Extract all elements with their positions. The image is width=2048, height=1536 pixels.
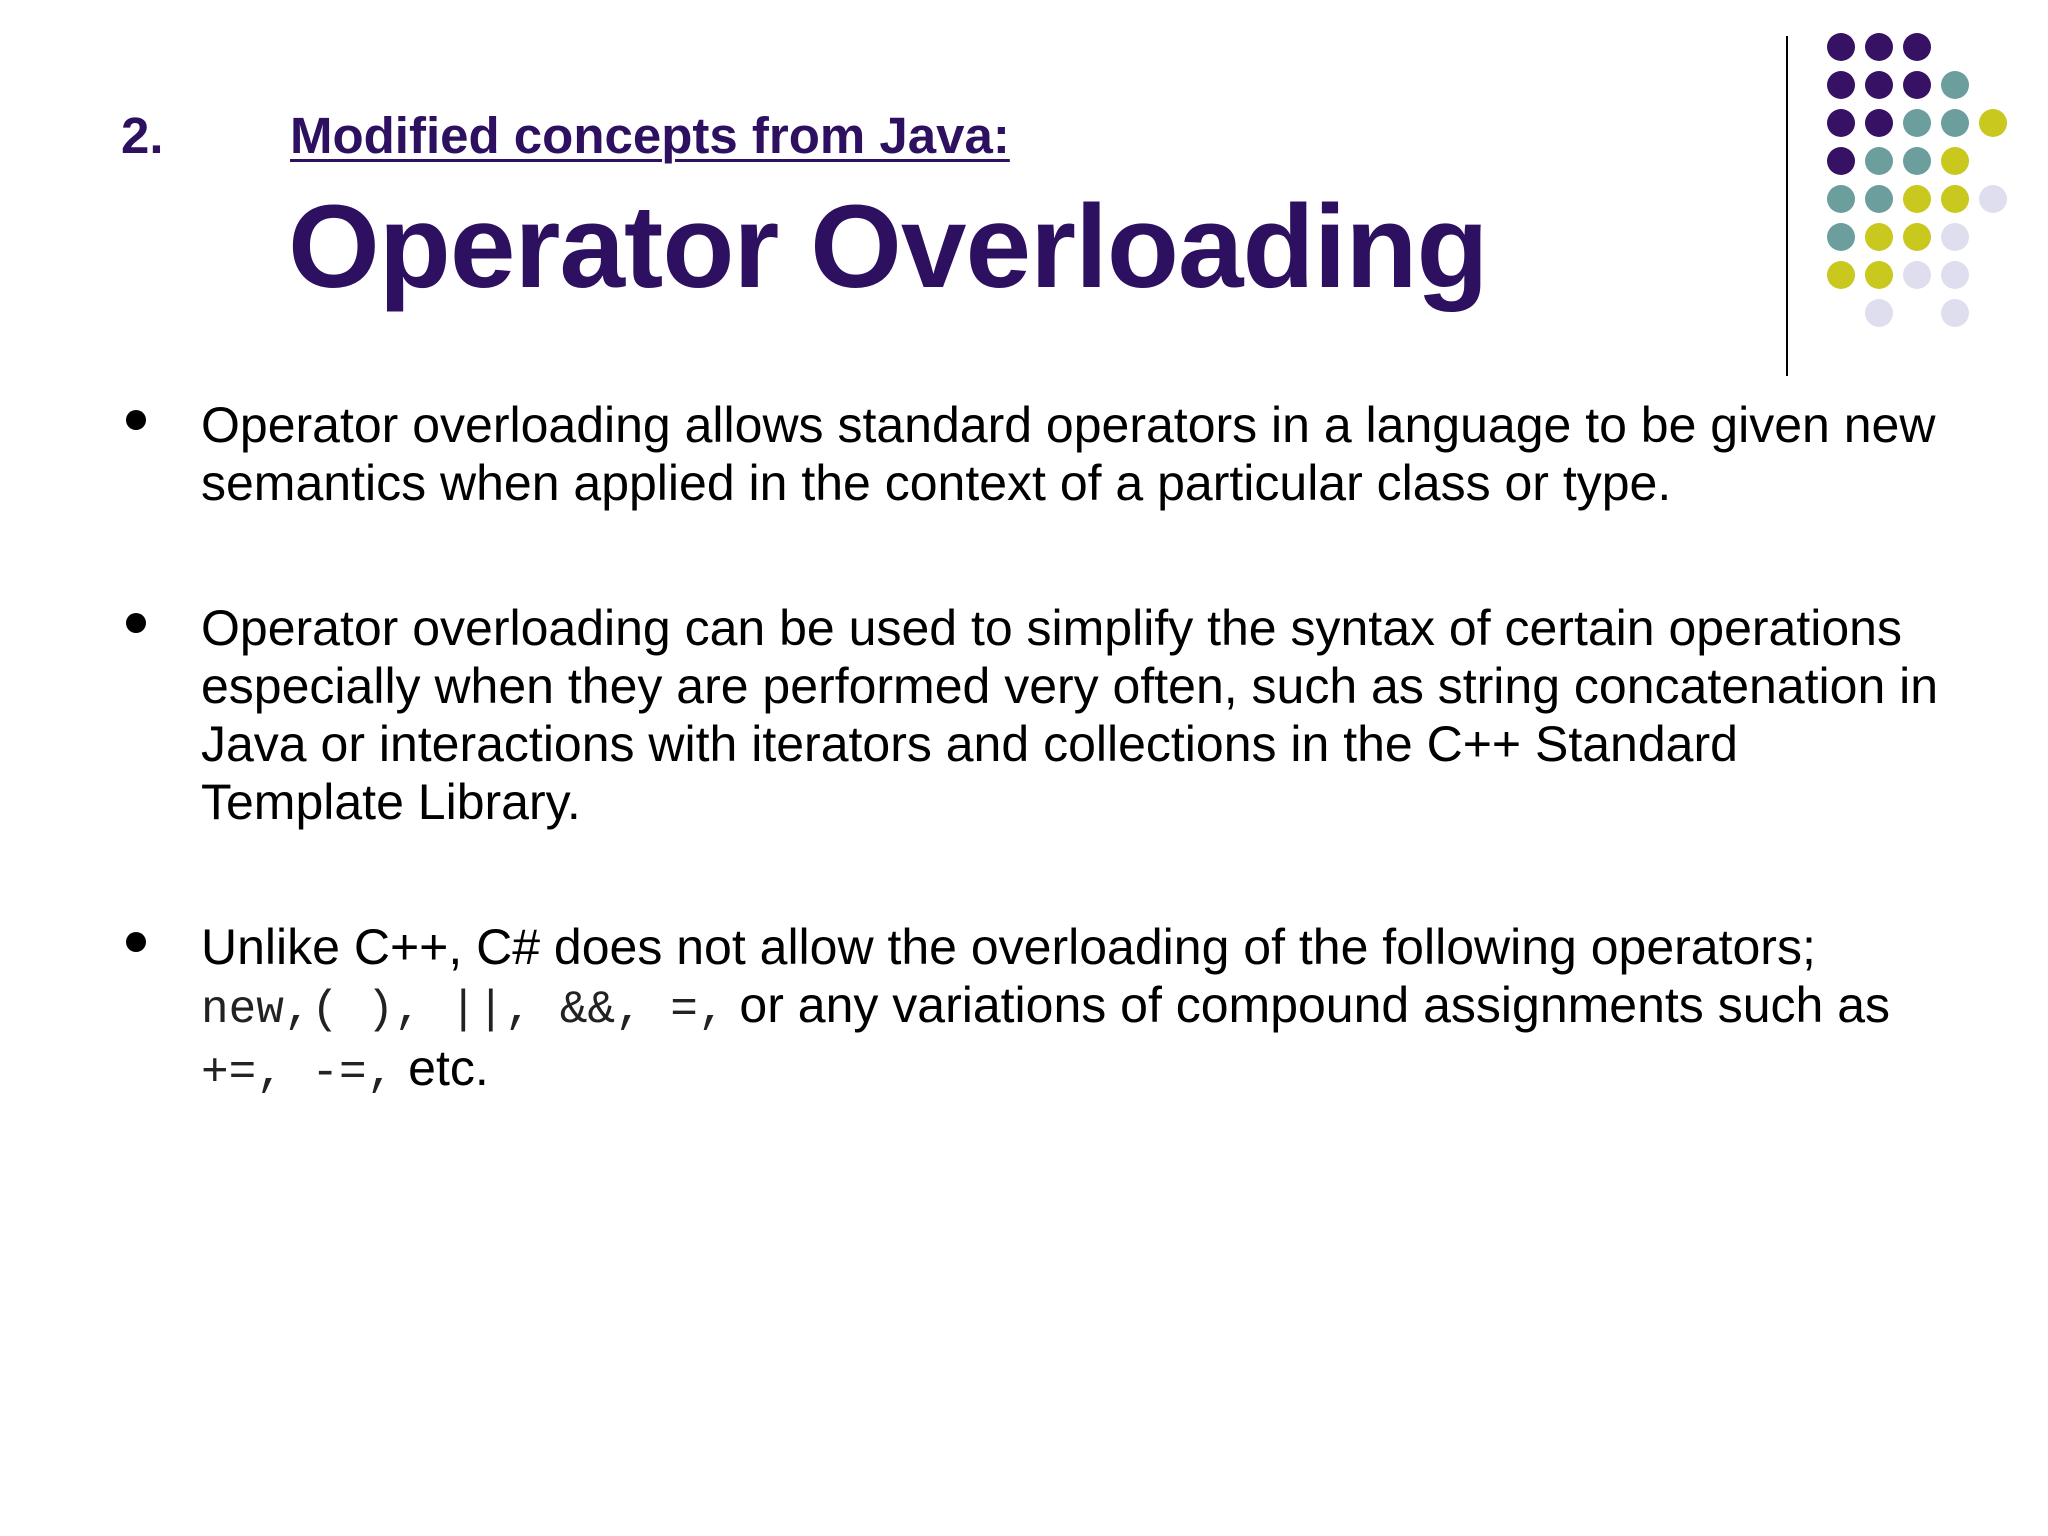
bullet-text-part: etc.	[408, 1040, 489, 1096]
decorative-dot	[1903, 185, 1931, 213]
decorative-dot	[1941, 71, 1969, 99]
decorative-dot	[1903, 33, 1931, 61]
bullet-text: Operator overloading allows standard operators in a language to be given new semantics when applied in the context of a particular class or type.	[201, 397, 1936, 511]
decorative-dot	[1941, 147, 1969, 175]
decorative-dot	[1941, 299, 1969, 327]
decorative-dot	[1827, 71, 1855, 99]
decorative-dot	[1827, 261, 1855, 289]
decorative-dot	[1941, 261, 1969, 289]
decorative-dot	[1865, 223, 1893, 251]
bullet-item	[120, 396, 1940, 512]
slide-title: Operator Overloading	[288, 181, 1488, 313]
decorative-dot	[1903, 71, 1931, 99]
decorative-dot	[1865, 147, 1893, 175]
bullet-dot-icon	[126, 410, 146, 430]
decorative-dot	[1827, 147, 1855, 175]
decorative-dot	[1865, 185, 1893, 213]
section-number: 2.	[121, 107, 164, 164]
decorative-dot	[1865, 33, 1893, 61]
decorative-dot	[1941, 185, 1969, 213]
decorative-dot	[1827, 223, 1855, 251]
decorative-dot	[1827, 185, 1855, 213]
decorative-dot	[1865, 261, 1893, 289]
decorative-dot	[1827, 33, 1855, 61]
bullet-dot-icon	[126, 613, 146, 633]
decorative-dot	[1941, 223, 1969, 251]
decorative-dot	[1941, 109, 1969, 137]
decorative-dot	[1903, 147, 1931, 175]
bullet-text-part: or any variations of compound assignments such as	[739, 977, 1891, 1033]
vertical-divider	[1786, 36, 1788, 376]
decorative-dot	[1903, 109, 1931, 137]
decorative-dot	[1865, 299, 1893, 327]
decorative-dot	[1979, 109, 2007, 137]
bullet-text-part: Unlike C++, C# does not allow the overloading of the following operators;	[201, 919, 1816, 975]
bullet-item	[120, 599, 1940, 831]
code-compound-assignments: +=, -=,	[201, 1047, 395, 1099]
bullet-item	[120, 918, 1940, 1102]
bullet-text: Operator overloading can be used to simplify the syntax of certain operations especially when they are performed very often, such as string concatenation in Java or interactions with iterators and collections in the C++ Standard Template Library.	[201, 600, 1939, 830]
bullet-list	[120, 396, 1940, 1102]
decorative-dot	[1979, 185, 2007, 213]
code-operators: new,( ), ||, &&, =,	[201, 984, 726, 1036]
bullet-dot-icon	[126, 932, 146, 952]
decorative-dot	[1903, 261, 1931, 289]
slide-subtitle: Modified concepts from Java:	[290, 107, 1010, 164]
decorative-dot	[1865, 109, 1893, 137]
decorative-dot	[1827, 109, 1855, 137]
decorative-dot	[1865, 71, 1893, 99]
decorative-dot	[1903, 223, 1931, 251]
